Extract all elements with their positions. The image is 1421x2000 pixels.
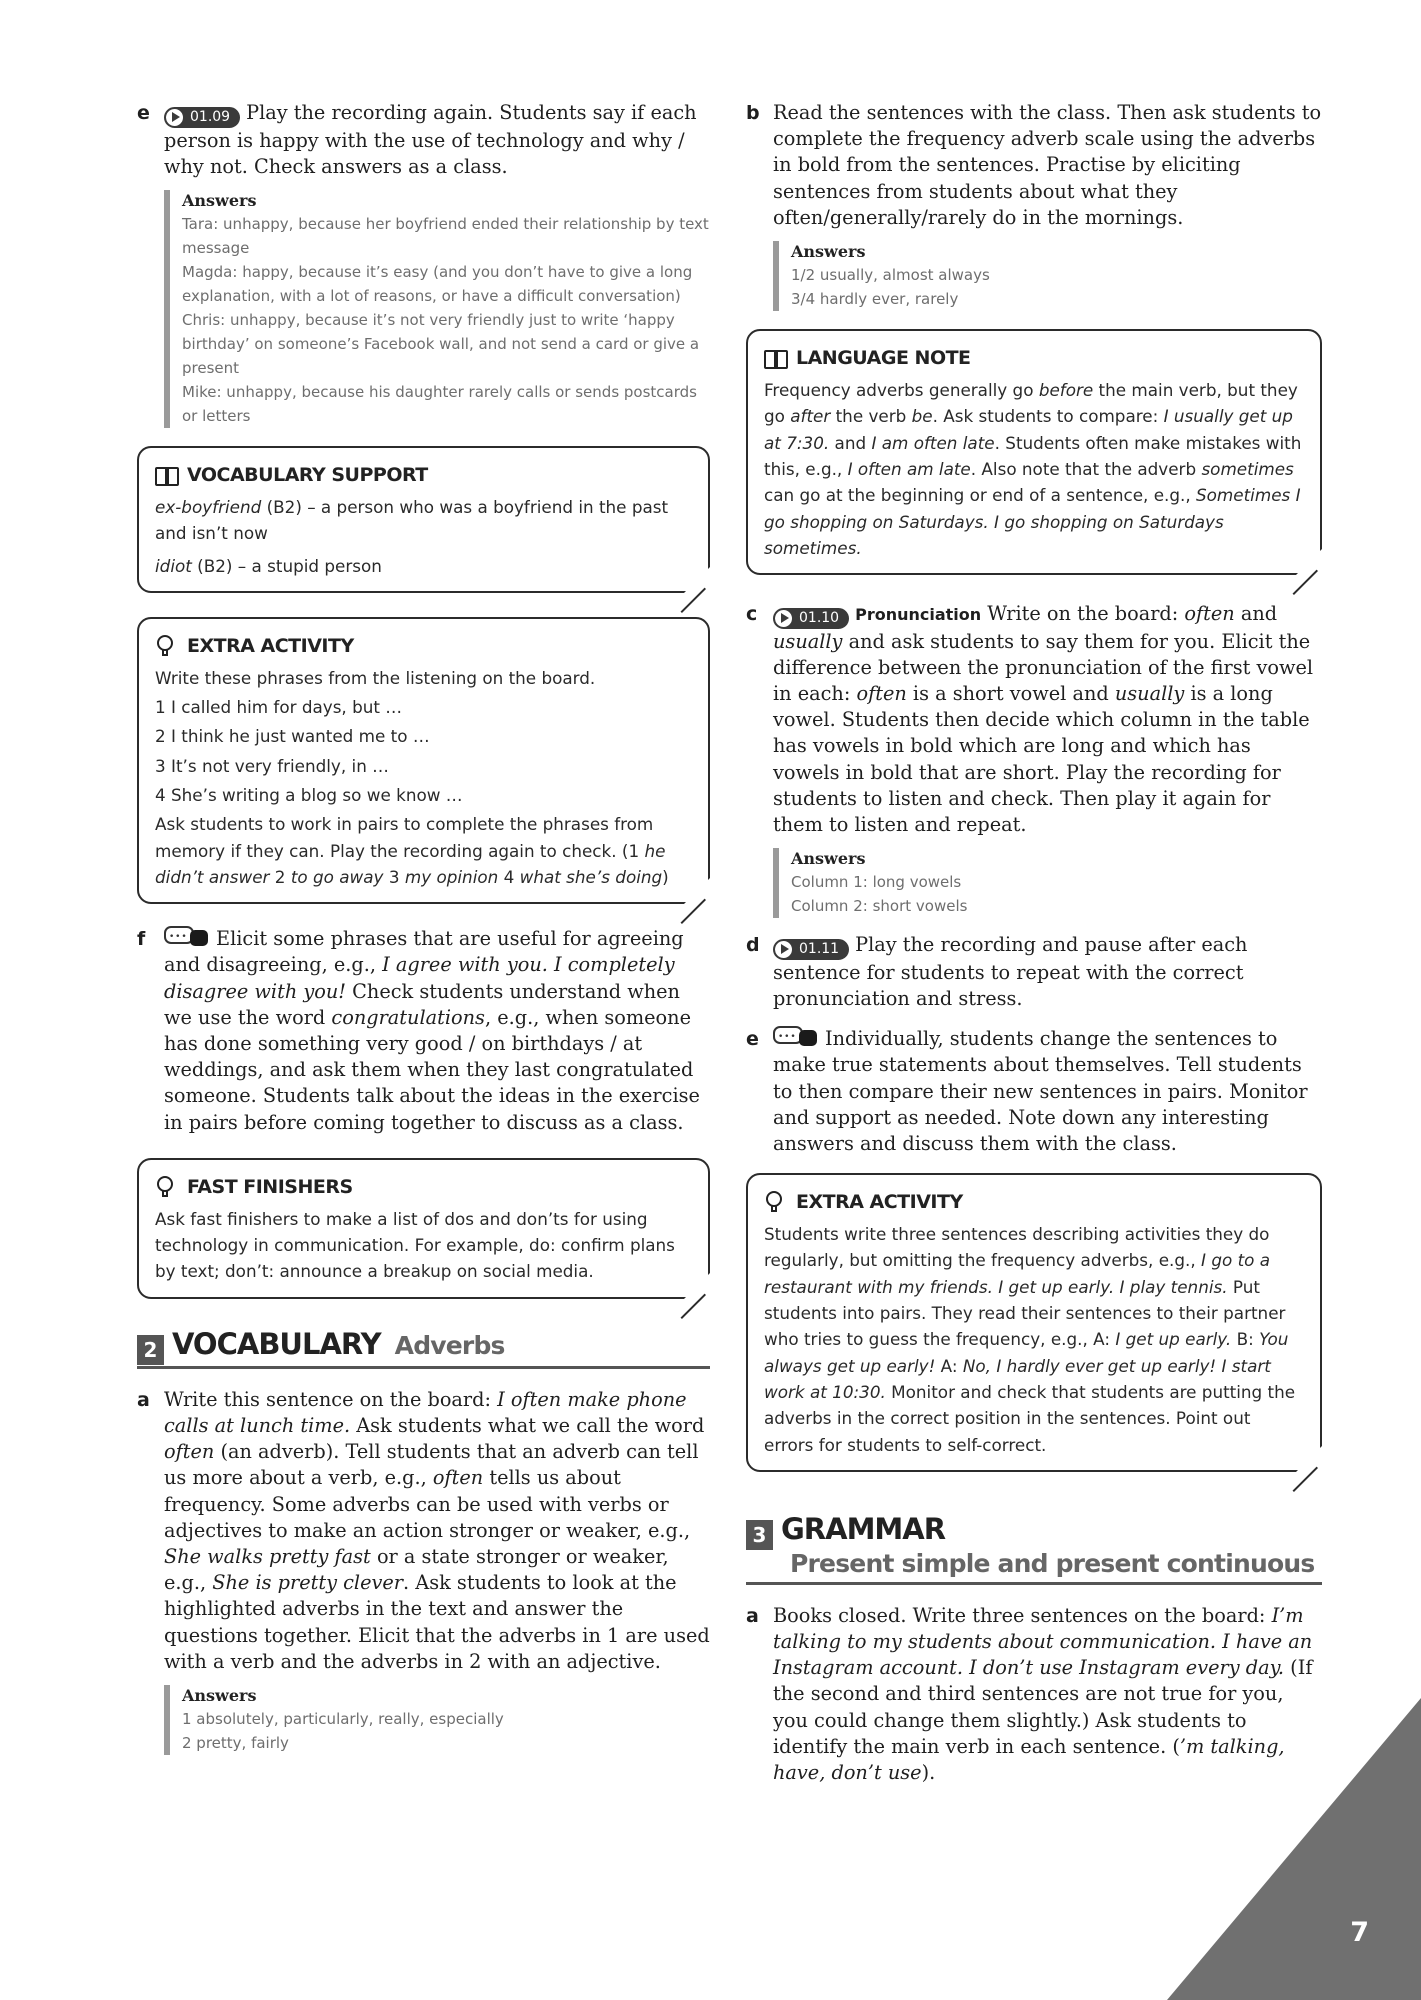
lightbulb-icon <box>764 1191 788 1213</box>
exercise-a-right: a Books closed. Write three sentences on the board: I’m talking to my students about communication. I have an Instagram account. I don’t use Instagram every day. (If the second and third sentences are not true for you, you could change them slightly.) Ask students to identify the main verb in each sentence. (’m talking, have, don’t use). <box>746 1603 1313 1785</box>
exercise-letter: d <box>746 934 760 957</box>
box-title: VOCABULARY SUPPORT <box>187 463 428 486</box>
fast-finishers-box <box>137 1158 710 1299</box>
section-heading <box>137 1327 710 1369</box>
book-icon <box>155 464 179 486</box>
vocabulary-support-box <box>137 446 710 593</box>
left-column <box>137 100 710 1755</box>
exercise-c: c 01.10 Pronunciation Write on the board: often and usually and ask students to say them for you. Elicit the difference between the pronunciation of the first vowel in each: often is a short vowel and usually is a long vowel. Students then decide which column in the table has vowels in bold which are long and which has vowels in bold that are short. Play the recording for students to listen and check. Then play it again for them to listen and repeat. Answers Column 1: long vowels Column 2: short vowels <box>746 601 1322 918</box>
answer-line: Chris: unhappy, because it’s not very friendly just to write ‘happy birthday’ on someone’s Facebook wall, and not send a card or give a present <box>182 310 700 377</box>
answer-line: 2 pretty, fairly <box>182 1733 289 1752</box>
exercise-e-left <box>137 100 710 428</box>
section-heading <box>746 1512 1322 1585</box>
answers-block <box>164 190 710 428</box>
lightbulb-icon <box>155 1176 179 1198</box>
play-icon <box>773 939 794 960</box>
speaking-icon <box>164 926 210 948</box>
vocab-entry: idiot (B2) – a stupid person <box>155 555 382 576</box>
box-text: Students write three sentences describing activities they do regularly, but omitting the frequency adverbs, e.g., I go to a restaurant with my friends. I get up early. I play tennis. Put students into pairs. They read their sentences to their partner who tries to guess the frequency, e.g., A: I get up early. B: You always get up early! A: No, I hardly ever get up early! I start work at 10:30. Monitor and check that students are putting the adverbs in the correct position in the sentences. Point out errors for students to self-correct. <box>764 1224 1296 1455</box>
section-number: 3 <box>746 1520 773 1550</box>
box-title: LANGUAGE NOTE <box>796 347 971 370</box>
page-corner <box>1167 1698 1421 2000</box>
box-text: Ask students to work in pairs to complete the phrases from memory if they can. Play the recording again to check. (1 he didn’t answer 2 to go away 3 my opinion 4 what she’s doing) <box>155 814 669 887</box>
audio-code: 01.10 <box>799 610 840 626</box>
language-note-box <box>746 329 1322 575</box>
answers-heading: Answers <box>791 242 866 262</box>
answer-line: Column 2: short vowels <box>791 897 968 916</box>
box-title: EXTRA ACTIVITY <box>796 1191 963 1214</box>
play-icon <box>164 107 185 128</box>
extra-activity-box <box>137 617 710 904</box>
exercise-text: Play the recording and pause after each sentence for students to repeat with the correct pronunciation and stress. <box>773 933 1248 1010</box>
exercise-f: f • • • Elicit some phrases that are useful for agreeing and disagreeing, e.g., I agree with you. I completely disagree with you! Check students understand when we use the word congratulations, e.g., when someone has done something very good / on birthdays / at weddings, and ask them when they last congratulated someone. Students talk about the ideas in the exercise in pairs before coming together to discuss as a class. <box>137 926 710 1136</box>
exercise-b <box>746 100 1322 311</box>
exercise-letter: a <box>137 1388 150 1411</box>
section-number: 2 <box>137 1335 164 1365</box>
phrase-line: 1 I called him for days, but … <box>155 697 403 718</box>
phrase-line: 2 I think he just wanted me to … <box>155 726 430 747</box>
vocab-entry: ex-boyfriend (B2) – a person who was a boyfriend in the past and isn’t now <box>155 496 669 544</box>
audio-code: 01.09 <box>190 108 231 125</box>
box-title: EXTRA ACTIVITY <box>187 634 354 657</box>
right-column <box>746 100 1322 1786</box>
answers-heading: Answers <box>182 1685 257 1705</box>
exercise-letter: e <box>746 1028 759 1051</box>
answer-line: 1 absolutely, particularly, really, especially <box>182 1709 504 1728</box>
box-text: Frequency adverbs generally go before the main verb, but they go after the verb be. Ask students to compare: I usually get up at 7:30. and I am often late. Students often make mistakes with this, e.g., I often am late. Also note that the adverb sometimes can go at the beginning or end of a sentence, e.g., Sometimes I go shopping on Saturdays. I go shopping on Saturdays sometimes. <box>764 380 1302 558</box>
answer-line: Column 1: long vowels <box>791 873 962 892</box>
box-text: Write these phrases from the listening on the board. <box>155 667 596 688</box>
answer-line: 3/4 hardly ever, rarely <box>791 290 959 309</box>
play-icon <box>773 608 794 629</box>
exercise-letter: f <box>137 928 146 951</box>
exercise-letter: a <box>746 1604 759 1627</box>
answers-block <box>164 1685 710 1755</box>
audio-button[interactable] <box>773 608 849 629</box>
box-text: Ask fast finishers to make a list of dos and don’ts for using technology in communication. For example, do: confirm plans by text; don’t: announce a breakup on social media. <box>155 1208 675 1282</box>
section-subtitle: Adverbs <box>394 1330 505 1360</box>
answer-line: Mike: unhappy, because his daughter rarely calls or sends postcards or letters <box>182 382 697 425</box>
answers-block <box>773 848 1322 918</box>
section-title: GRAMMAR <box>781 1511 946 1546</box>
page-number: 7 <box>1350 1917 1369 1948</box>
exercise-e-right <box>746 1026 1322 1157</box>
answer-line: Tara: unhappy, because her boyfriend ended their relationship by text message <box>182 214 709 257</box>
book-icon <box>764 347 788 369</box>
pronunciation-label: Pronunciation <box>855 605 982 625</box>
answers-heading: Answers <box>791 849 866 869</box>
box-title: FAST FINISHERS <box>187 1175 353 1198</box>
exercise-a-left: a Write this sentence on the board: I often make phone calls at lunch time. Ask students what we call the word often (an adverb). Tell students that an adverb can tell us more about a verb, e.g., often tells us about frequency. Some adverbs can be used with verbs or adjectives to make an action stronger or weaker, e.g., She walks pretty fast or a state stronger or weaker, e.g., She is pretty clever. Ask students to look at the highlighted adverbs in the text and answer the questions together. Elicit that the adverbs in 1 are used with a verb and the adverbs in 2 with an adjective. Answers 1 absolutely, particularly, really, especially 2 pretty, fairly <box>137 1387 710 1755</box>
exercise-letter: c <box>746 603 758 626</box>
exercise-text: Play the recording again. Students say if each person is happy with the use of technology and why / why not. Check answers as a class. <box>164 101 697 178</box>
answer-line: 1/2 usually, almost always <box>791 266 990 285</box>
exercise-letter: e <box>137 102 150 124</box>
audio-code: 01.11 <box>799 941 840 958</box>
extra-activity-box <box>746 1173 1322 1472</box>
lightbulb-icon <box>155 635 179 657</box>
answers-block <box>773 241 1322 311</box>
answer-line: Magda: happy, because it’s easy (and you don’t have to give a long explanation, with a lot of reasons, or have a difficult conversation) <box>182 262 693 305</box>
phrase-line: 4 She’s writing a blog so we know … <box>155 784 463 805</box>
section-subtitle: Present simple and present continuous <box>790 1548 1315 1578</box>
exercise-letter: b <box>746 102 760 124</box>
audio-button[interactable] <box>773 939 849 960</box>
phrase-line: 3 It’s not very friendly, in … <box>155 755 389 776</box>
audio-button[interactable] <box>164 107 240 128</box>
answers-heading: Answers <box>182 190 257 210</box>
exercise-d <box>746 932 1322 1012</box>
speaking-icon <box>773 1026 819 1048</box>
exercise-text: Read the sentences with the class. Then ask students to complete the frequency adverb scale using the adverbs in bold from the sentences. Practise by eliciting sentences from students about what they often/generally/rarely do in the mornings. <box>773 101 1322 229</box>
section-title: VOCABULARY <box>172 1326 381 1361</box>
exercise-text: Individually, students change the sentences to make true statements about themselves. Tell students to then compare their new sentences in pairs. Monitor and support as needed. Note down any interesting answers and discuss them with the class. <box>773 1027 1308 1155</box>
